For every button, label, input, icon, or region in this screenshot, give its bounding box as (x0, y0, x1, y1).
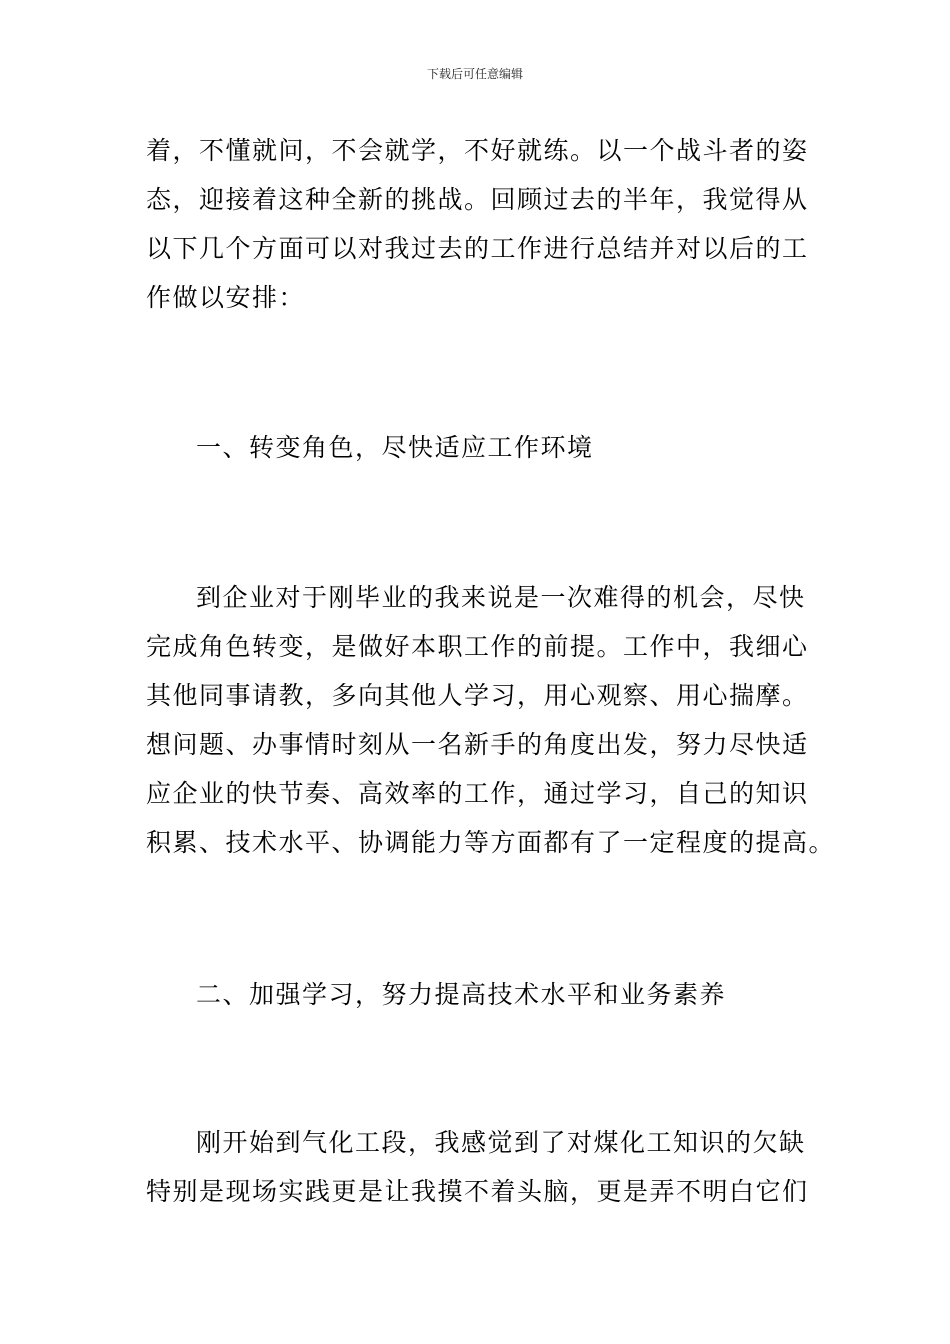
paragraph-line: 作做以安排： (146, 283, 306, 312)
paragraph-line: 积累、技术水平、协调能力等方面都有了一定程度的提高。 (146, 828, 836, 857)
paragraph-line: 刚开始到气化工段，我感觉到了对煤化工知识的欠缺 (196, 1128, 806, 1157)
paragraph-line: 想问题、办事情时刻从一名新手的角度出发，努力尽快适 (146, 730, 809, 759)
paragraph-line: 特别是现场实践更是让我摸不着头脑，更是弄不明白它们 (146, 1177, 809, 1206)
paragraph-line: 以下几个方面可以对我过去的工作进行总结并对以后的工 (146, 234, 809, 263)
paragraph-line: 到企业对于刚毕业的我来说是一次难得的机会，尽快 (196, 583, 806, 612)
paragraph-line: 应企业的快节奏、高效率的工作，通过学习，自己的知识 (146, 779, 809, 808)
paragraph-line: 其他同事请教，多向其他人学习，用心观察、用心揣摩。 (146, 681, 809, 710)
paragraph-line: 完成角色转变，是做好本职工作的前提。工作中，我细心 (146, 632, 809, 661)
section-heading-2: 二、加强学习，努力提高技术水平和业务素养 (196, 980, 727, 1009)
section-heading-1: 一、转变角色，尽快适应工作环境 (196, 433, 594, 462)
paragraph-line: 态，迎接着这种全新的挑战。回顾过去的半年，我觉得从 (146, 185, 809, 214)
paragraph-line: 着，不懂就问，不会就学，不好就练。以一个战斗者的姿 (146, 136, 809, 165)
page-header-note: 下载后可任意编辑 (426, 67, 523, 81)
